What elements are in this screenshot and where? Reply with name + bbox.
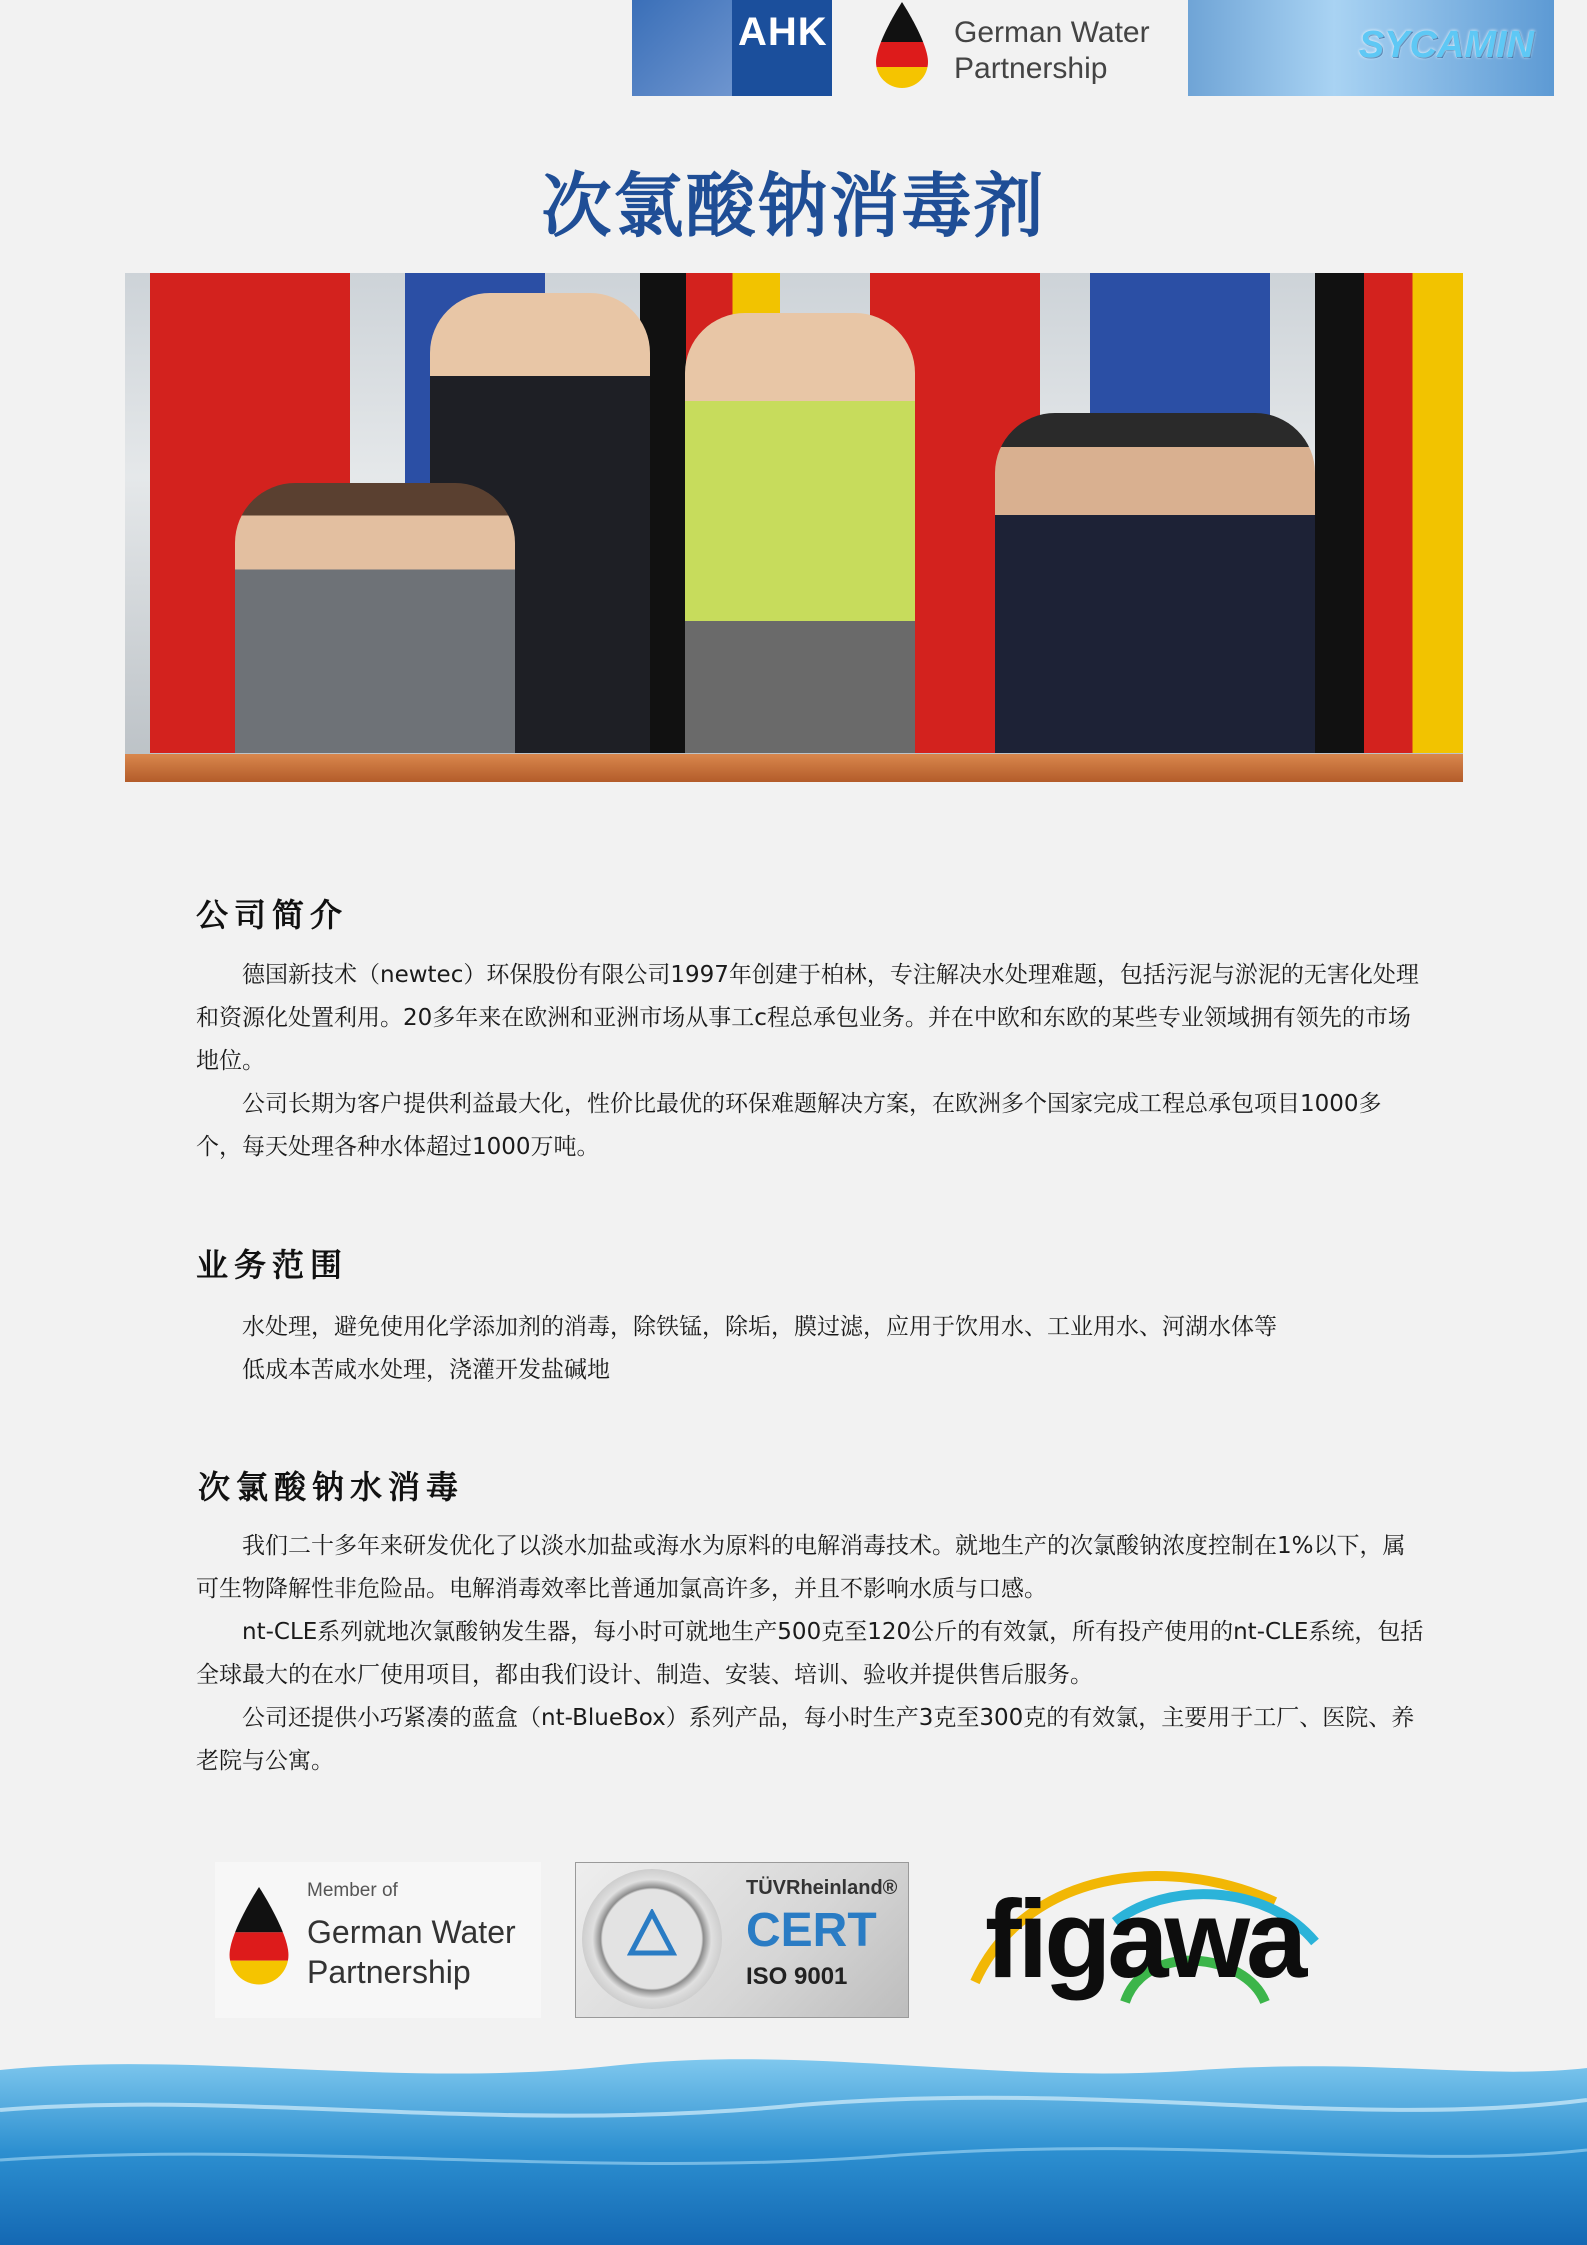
page-title: 次氯酸钠消毒剂 [541, 165, 1046, 247]
business-line-1: 水处理，避免使用化学添加剂的消毒，除铁锰，除垢，膜过滤，应用于饮用水、工业用水、河湖水体等 [242, 1314, 1277, 1340]
person-standing [685, 313, 915, 753]
gwp-badge-line1: German Water [307, 1914, 516, 1950]
disinfection-paragraph-2: nt-CLE系列就地次氯酸钠发生器，每小时可就地生产500克至120公斤的有效氯，所有投产使用的nt-CLE系统，包括全球最大的在水厂使用项目，都由我们设计、制造、安装、培训、验收并提供售后服务。 [196, 1619, 1424, 1688]
tuv-seal-icon [582, 1869, 722, 2009]
figawa-logo-text: figawa [985, 1878, 1304, 2001]
sycamin-logo [1188, 0, 1554, 96]
tuv-brand-text: TÜVRheinland® [746, 1877, 898, 1899]
water-wave-footer [0, 2040, 1587, 2245]
section-heading-business: 业务范围 [196, 1246, 349, 1284]
header-logo-strip [632, 0, 1554, 98]
company-paragraph-1: 德国新技术（newtec）环保股份有限公司1997年创建于柏林，专注解决水处理难题，包括污泥与淤泥的无害化处理和资源化处置利用。20多年来在欧洲和亚洲市场从事工c程总承包业务。并在中欧和东欧的某些专业领域拥有领先的市场地位。 [196, 962, 1419, 1074]
tuv-cert-text: CERT [746, 1904, 877, 1957]
signing-table [125, 754, 1463, 782]
section-heading-disinfection: 次氯酸钠水消毒 [198, 1468, 465, 1506]
sycamin-logo-text: SYCAMIN [1358, 24, 1534, 66]
gwp-member-badge [215, 1862, 541, 2018]
disinfection-paragraph-1: 我们二十多年来研发优化了以淡水加盐或海水为原料的电解消毒技术。就地生产的次氯酸钠浓度控制在1%以下，属可生物降解性非危险品。电解消毒效率比普通加氯高许多，并且不影响水质与口感。 [196, 1533, 1406, 1602]
tuv-cert-badge [575, 1862, 909, 2018]
section-heading-company: 公司简介 [196, 896, 349, 934]
disinfection-paragraph-3: 公司还提供小巧紧凑的蓝盒（nt-BlueBox）系列产品，每小时生产3克至300克的有效氯，主要用于工厂、医院、养老院与公寓。 [196, 1705, 1415, 1774]
tuv-iso-text: ISO 9001 [746, 1963, 848, 1990]
german-water-partnership-logo [842, 0, 1160, 96]
triangle-icon [627, 1909, 677, 1959]
gwp-badge-line2: Partnership [307, 1954, 471, 1990]
signing-ceremony-photo [125, 273, 1463, 782]
flag-germany [1315, 273, 1463, 753]
gwp-logo-line2: Partnership [954, 52, 1108, 85]
business-line-2: 低成本苦咸水处理，浇灌开发盐碱地 [242, 1357, 610, 1383]
person-signing [235, 483, 515, 753]
company-paragraph-2: 公司长期为客户提供利益最大化，性价比最优的环保难题解决方案，在欧洲多个国家完成工程总承包项目1000多个，每天处理各种水体超过1000万吨。 [196, 1091, 1382, 1160]
ahk-logo [632, 0, 832, 96]
dragon-icon [632, 0, 732, 96]
flag-drop-icon [872, 2, 932, 92]
flag-drop-icon [225, 1884, 293, 1992]
gwp-member-label: Member of [307, 1880, 398, 1901]
person-signing [995, 413, 1315, 753]
figawa-logo [965, 1862, 1345, 2018]
ahk-logo-text: AHK [738, 10, 828, 54]
gwp-logo-line1: German Water [954, 16, 1150, 49]
